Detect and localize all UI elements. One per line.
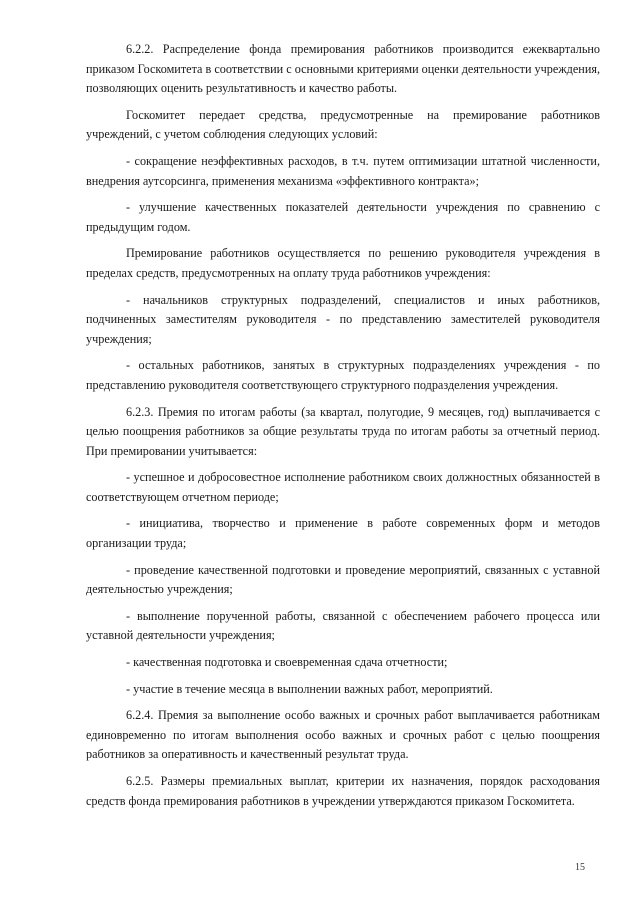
list-item-other-employees: - остальных работников, занятых в структурных подразделениях учреждения - по представлению руководителя соответствующего структурного подразделения учреждения.	[86, 358, 600, 392]
list-item-quality-improvement: - улучшение качественных показателей деятельности учреждения по сравнению с предыдущим годом.	[86, 200, 600, 234]
paragraph-6-2-4: 6.2.4. Премия за выполнение особо важных и срочных работ выплачивается работникам единовременно по итогам выполнения особо важных и срочных работ с целью поощрения работников за оперативность и качественный результат труда.	[86, 708, 600, 762]
paragraph-6-2-2: 6.2.2. Распределение фонда премирования работников производится ежеквартально приказом Госкомитета в соответствии с основными критериями оценки деятельности учреждения, позволяющих оценить результативность и качество работы.	[86, 42, 600, 96]
paragraph-6-2-3: 6.2.3. Премия по итогам работы (за квартал, полугодие, 9 месяцев, год) выплачивается с целью поощрения работников за общие результаты труда по итогам работы за отчетный период. При премировании учитывается:	[86, 404, 600, 458]
list-item-initiative: - инициатива, творчество и применение в работе современных форм и методов организации труда;	[86, 516, 600, 551]
list-item-assigned-work: - выполнение порученной работы, связанной с обеспечением рабочего процесса или уставной деятельности учреждения;	[86, 608, 600, 643]
list-item-cost-reduction: - сокращение неэффективных расходов, в т.ч. путем оптимизации штатной численности, внедрения аутсорсинга, применения механизма «эффективного контракта»;	[86, 153, 600, 188]
list-item-important-work: - участие в течение месяца в выполнении важных работ, мероприятий.	[126, 681, 493, 696]
list-item-duties-performance: - успешное и добросовестное исполнение работником своих должностных обязанностей в соответствующем отчетном периоде;	[86, 470, 600, 504]
list-item-reporting: - качественная подготовка и своевременная сдача отчетности;	[126, 655, 448, 670]
paragraph-committee-conditions: Госкомитет передает средства, предусмотренные на премирование работников учреждений, с учетом соблюдения следующих условий:	[86, 107, 600, 142]
list-item-events: - проведение качественной подготовки и проведение мероприятий, связанных с уставной деятельностью учреждения;	[86, 562, 600, 597]
list-item-department-heads: - начальников структурных подразделений, специалистов и иных работников, подчиненных заместителям руководителя - по представлению заместителей руководителя учреждения;	[86, 292, 600, 346]
paragraph-bonus-decision: Премирование работников осуществляется по решению руководителя учреждения в пределах средств, предусмотренных на оплату труда работников учреждения:	[86, 246, 600, 280]
page-number: 15	[575, 862, 585, 873]
paragraph-6-2-5: 6.2.5. Размеры премиальных выплат, критерии их назначения, порядок расходования средств фонда премирования работников в учреждении утверждаются приказом Госкомитета.	[86, 774, 600, 808]
